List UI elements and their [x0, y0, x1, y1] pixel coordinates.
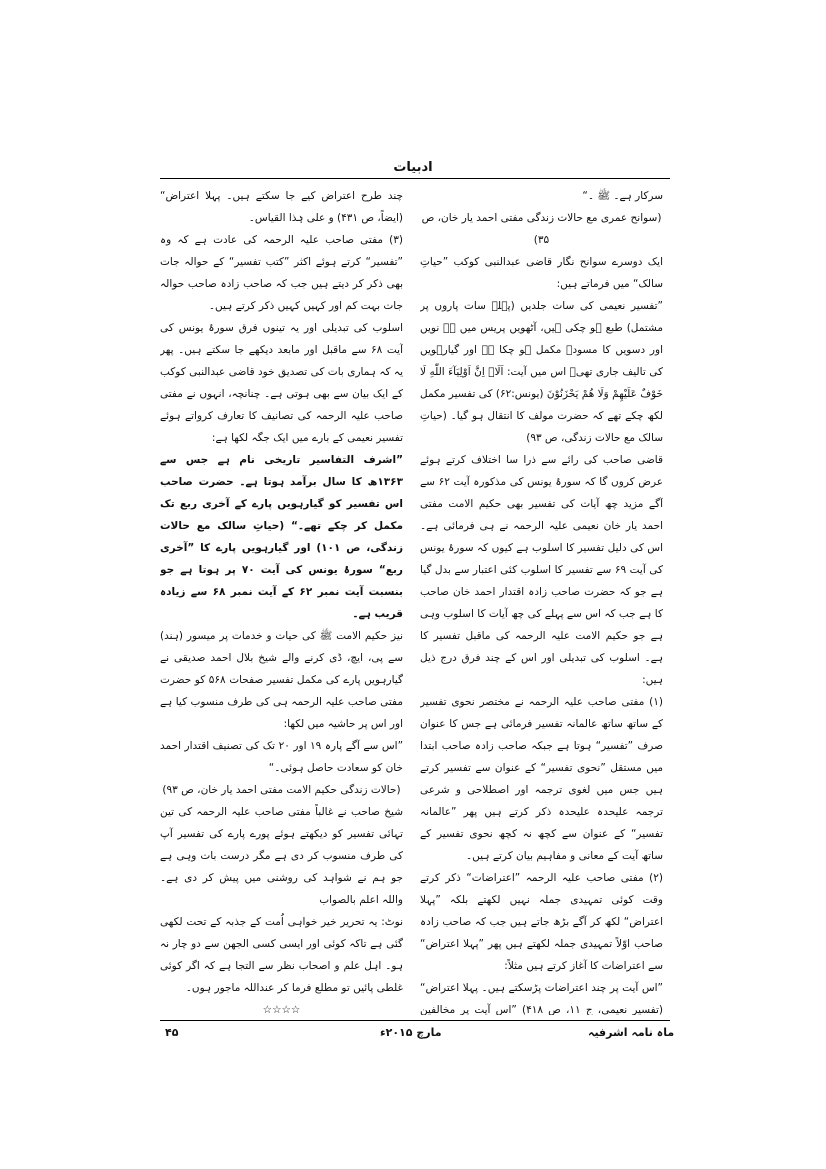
- paragraph: سرکار ہے۔ ﷺ ۔“: [582, 190, 663, 202]
- quote: ”تفسیر نعیمی کی سات جلدیں (پہلے سات پاروں پر مشتمل) طبع ہو چکی ہیں، آٹھویں پریس میں ہے نویں اور دسویں کا مسودہ مکمل ہو چکا ہے اور گیارہویں کی تالیف جاری تھی۔ اس میں آیت: اَلَاۤ اِنَّ اَوْلِیَآءَ اللّٰهِ لَا خَوْفٌ عَلَیْهِمْ وَلَا هُمْ یَحْزَنُوْنَ (یونس:۶۲) کی تفسیر مکمل لکھ چکے تھے کہ حضرت مولف کا انتقال ہو گیا۔ (حیاتِ سالک مع حالات زندگی، ص ۹۳): [420, 300, 663, 444]
- footer-divider: [160, 1020, 670, 1021]
- paragraph: شیخ صاحب نے غالباً مفتی صاحب علیہ الرحمہ کی تین تہائی تفسیر کو دیکھتے ہوئے پورے پارے کی تفسیر آپ کی طرف منسوب کر دی ہے مگر درست بات وہی ہے جو ہم نے شواہد کی روشنی میں پیش کر دی ہے۔ واللہ اعلم بالصواب: [160, 806, 403, 906]
- note: نوٹ: یہ تحریر خیر خواہی اُمت کے جذبہ کے تحت لکھی گئی ہے تاکہ کوئی اور ایسی کسی الجھن سے دو چار نہ ہو۔ اہل علم و اصحاب نظر سے التجا ہے کہ اگر کوئی غلطی پائیں تو مطلع فرما کر عنداللہ ماجور ہوں۔: [160, 916, 403, 994]
- paragraph: چند طرح اعتراض کیے جا سکتے ہیں۔ پہلا اعتراض“ (ایضاً، ص ۴۳۱) و علی ہٰذا القیاس۔: [160, 190, 403, 224]
- paragraph: ایک دوسرے سوانح نگار قاضی عبدالنبی کوکب ”حیاتِ سالک“ میں فرماتے ہیں:: [420, 256, 663, 290]
- paragraph: (۲) مفتی صاحب علیہ الرحمہ ”اعتراضات“ ذکر کرتے وقت کوئی تمہیدی جملہ نہیں لکھتے بلکہ ”پہلا اعتراض“ لکھ کر آگے بڑھ جاتے ہیں جب کہ صاحب زادہ صاحب اوّلاً تمہیدی جملہ لکھتے ہیں پھر ”پہلا اعتراض“ سے اعتراضات کا آغاز کرتے ہیں مثلاً:: [420, 872, 663, 972]
- quote: ”اس آیت پر چند اعتراضات پڑسکتے ہیں۔ پہلا اعتراض“ (تفسیر نعیمی، ج ۱۱، ص ۴۱۸) ”اس آیت پر مخالفین: [420, 982, 663, 1015]
- section-title: ادبیات: [393, 160, 433, 175]
- magazine-name: ماہ نامہ اشرفیہ: [588, 1026, 675, 1039]
- citation: (حالات زندگی حکیم الامت مفتی احمد یار خان، ص ۹۳): [162, 784, 401, 796]
- header-divider: [160, 178, 670, 179]
- quote: ”اس سے آگے پارہ ۱۹ اور ۲۰ تک کی تصنیف اقتدار احمد خان کو سعادت حاصل ہوئی۔“: [160, 740, 403, 774]
- issue-date: مارچ ۲۰۱۵ء: [380, 1026, 442, 1039]
- paragraph: نیز حکیم الامت ﷺ کی حیات و خدمات پر میسور (ہند) سے پی، ایچ، ڈی کرنے والے شیخ بلال احمد صدیقی نے گیارہویں پارے کی مکمل تفسیر صفحات ۵۶۸ کو حضرت مفتی صاحب علیہ الرحمہ ہی کی طرف منسوب کیا ہے اور اس پر حاشیہ میں لکھا:: [160, 630, 403, 730]
- paragraph: (۳) مفتی صاحب علیہ الرحمہ کی عادت ہے کہ وہ ”تفسیر“ کرتے ہوئے اکثر ”کتب تفسیر“ کے حوالہ جات بھی ذکر کر دیتے ہیں جب کہ صاحب زادہ صاحب حوالہ جات بہت کم اور کہیں کہیں ذکر کرتے ہیں۔: [160, 234, 403, 312]
- quote: ”اشرف التفاسیر تاریخی نام ہے جس سے ۱۳۶۳ھ کا سال برآمد ہوتا ہے۔ حضرت صاحب اس تفسیر کو گیارہویں پارے کے آخری ربع تک مکمل کر چکے تھے۔“ (حیاتِ سالک مع حالات زندگی، ص ۱۰۱) اور گیارہویں پارے کا ”آخری ربع“ سورۂ یونس کی آیت ۷۰ پر ہوتا ہے جو بنسبت آیت نمبر ۶۲ کے آیت نمبر ۶۸ سے زیادہ قریب ہے۔: [160, 454, 403, 620]
- paragraph: قاضی صاحب کی رائے سے ذرا سا اختلاف کرتے ہوئے عرض کروں گا کہ سورۂ یونس کی مذکورہ آیت ۶۲ سے آگے مزید چھ آیات کی تفسیر بھی حکیم الامت مفتی احمد یار خان نعیمی علیہ الرحمہ نے ہی فرمائی ہے۔ اس کی دلیل تفسیر کا اسلوب ہے کیوں کہ سورۂ یونس کی آیت ۶۹ سے تفسیر کا اسلوب کئی اعتبار سے بدل گیا ہے جو کہ حضرت صاحب زادہ اقتدار احمد خان صاحب کا ہے جب کہ اس سے پہلے کی چھ آیات کا اسلوب وہی ہے جو حکیم الامت علیہ الرحمہ کی ماقبل تفسیر کا ہے۔ اسلوب کی تبدیلی اور اس کے چند فرق درج ذیل ہیں:: [420, 454, 663, 686]
- page-number: ۴۵: [165, 1026, 179, 1039]
- end-stars: ☆☆☆☆: [262, 1004, 301, 1015]
- paragraph: (۱) مفتی صاحب علیہ الرحمہ نے مختصر نحوی تفسیر کے ساتھ ساتھ عالمانہ تفسیر فرمائی ہے جس کا عنوان صرف ”تفسیر“ ہوتا ہے جبکہ صاحب زادہ صاحب ابتدا میں مستقل ”نحوی تفسیر“ کے عنوان سے تفسیر کرتے ہیں جس میں لغوی ترجمہ اور اصطلاحی و شرعی ترجمہ علیحدہ علیحدہ ذکر کرتے ہیں پھر ”عالمانہ تفسیر“ کے عنوان سے کچھ نہ کچھ نحوی تفسیر کے ساتھ آیت کے معانی و مفاہیم بیان کرتے ہیں۔: [420, 696, 663, 862]
- paragraph: اسلوب کی تبدیلی اور یہ تینوں فرق سورۂ یونس کی آیت ۶۸ سے ماقبل اور مابعد دیکھے جا سکتے ہیں۔ پھر یہ کہ ہماری بات کی تصدیق خود قاضی عبدالنبی کوکب کے ایک بیان سے بھی ہوتی ہے۔ چنانچہ، انہوں نے مفتی صاحب علیہ الرحمہ کی تصانیف کا تعارف کرواتے ہوئے تفسیر نعیمی کے بارے میں ایک جگہ لکھا ہے:: [160, 322, 403, 444]
- left-column: [160, 185, 403, 1015]
- right-column: [420, 185, 663, 1015]
- citation: (سوانح عمری مع حالات زندگی مفتی احمد یار خان، ص ۳۵): [421, 212, 662, 246]
